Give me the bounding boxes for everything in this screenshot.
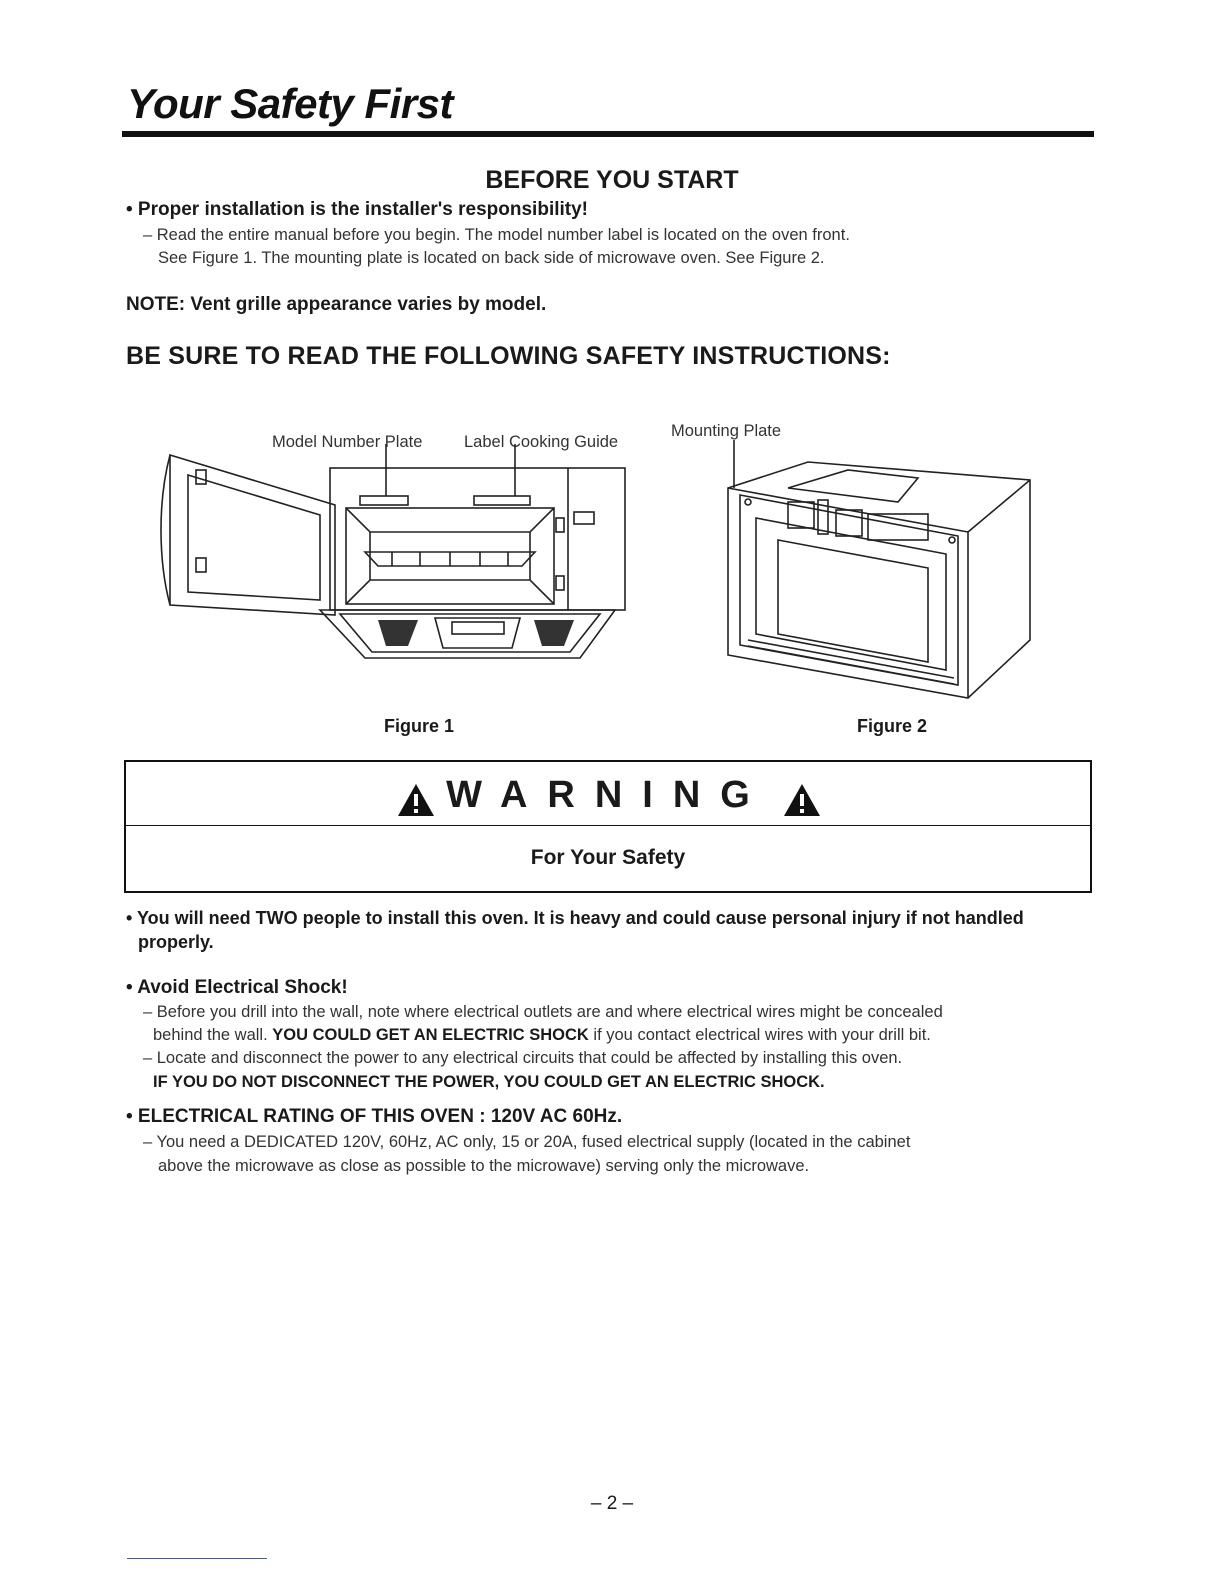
- two-people-line-1: • You will need TWO people to install this oven. It is heavy and could cause personal injury if not handled: [126, 908, 1024, 928]
- figure-1-microwave-front-illustration: [160, 440, 650, 670]
- shock-line-4: IF YOU DO NOT DISCONNECT THE POWER, YOU COULD GET AN ELECTRIC SHOCK.: [153, 1073, 825, 1091]
- figure-1-caption: Figure 1: [384, 716, 455, 736]
- before-start-line-2: See Figure 1. The mounting plate is located on back side of microwave oven. See Figure 2.: [158, 249, 825, 267]
- page-title: Your Safety First: [127, 80, 454, 127]
- shock-line-2-end: if you contact electrical wires with your drill bit.: [593, 1026, 931, 1044]
- safety-instructions-heading: BE SURE TO READ THE FOLLOWING SAFETY INSTRUCTIONS:: [126, 342, 891, 370]
- warning-box: [124, 760, 1092, 893]
- shock-line-1: – Before you drill into the wall, note where electrical outlets are and where electrical wires might be concealed: [143, 1003, 943, 1021]
- electrical-rating-heading: • ELECTRICAL RATING OF THIS OVEN : 120V AC 60Hz.: [126, 1106, 623, 1127]
- shock-line-2-start: behind the wall.: [153, 1026, 268, 1044]
- vent-grille-note: NOTE: Vent grille appearance varies by model.: [126, 294, 547, 315]
- rating-line-1: – You need a DEDICATED 120V, 60Hz, AC only, 15 or 20A, fused electrical supply (located in the cabinet: [143, 1133, 911, 1151]
- shock-line-2: [153, 1026, 931, 1045]
- mounting-plate-label: Mounting Plate: [671, 422, 782, 440]
- warning-title: WARNING: [446, 774, 770, 816]
- installer-responsibility-bullet: • Proper installation is the installer's responsibility!: [126, 199, 589, 220]
- two-people-line-2: properly.: [138, 932, 214, 952]
- shock-line-2-bold: YOU COULD GET AN ELECTRIC SHOCK: [272, 1026, 589, 1044]
- figure-2-caption: Figure 2: [857, 716, 928, 736]
- warning-triangle-icon: [782, 782, 822, 818]
- model-number-plate-label: Model Number Plate: [272, 433, 423, 451]
- warning-subtitle: For Your Safety: [530, 846, 686, 869]
- shock-line-3: – Locate and disconnect the power to any electrical circuits that could be affected by installing this oven.: [143, 1049, 903, 1067]
- before-you-start-heading: BEFORE YOU START: [485, 166, 739, 194]
- label-cooking-guide-label: Label Cooking Guide: [464, 433, 619, 451]
- page-number: – 2 –: [590, 1493, 634, 1514]
- title-rule: [122, 131, 1094, 137]
- figure-2-microwave-back-illustration: [718, 440, 1036, 702]
- before-start-line-1: – Read the entire manual before you begin. The model number label is located on the oven front.: [143, 226, 850, 244]
- avoid-shock-heading: • Avoid Electrical Shock!: [126, 977, 348, 998]
- footer-rule: [127, 1558, 267, 1559]
- warning-divider: [126, 825, 1090, 826]
- rating-line-2: above the microwave as close as possible to the microwave) serving only the microwave.: [158, 1157, 810, 1175]
